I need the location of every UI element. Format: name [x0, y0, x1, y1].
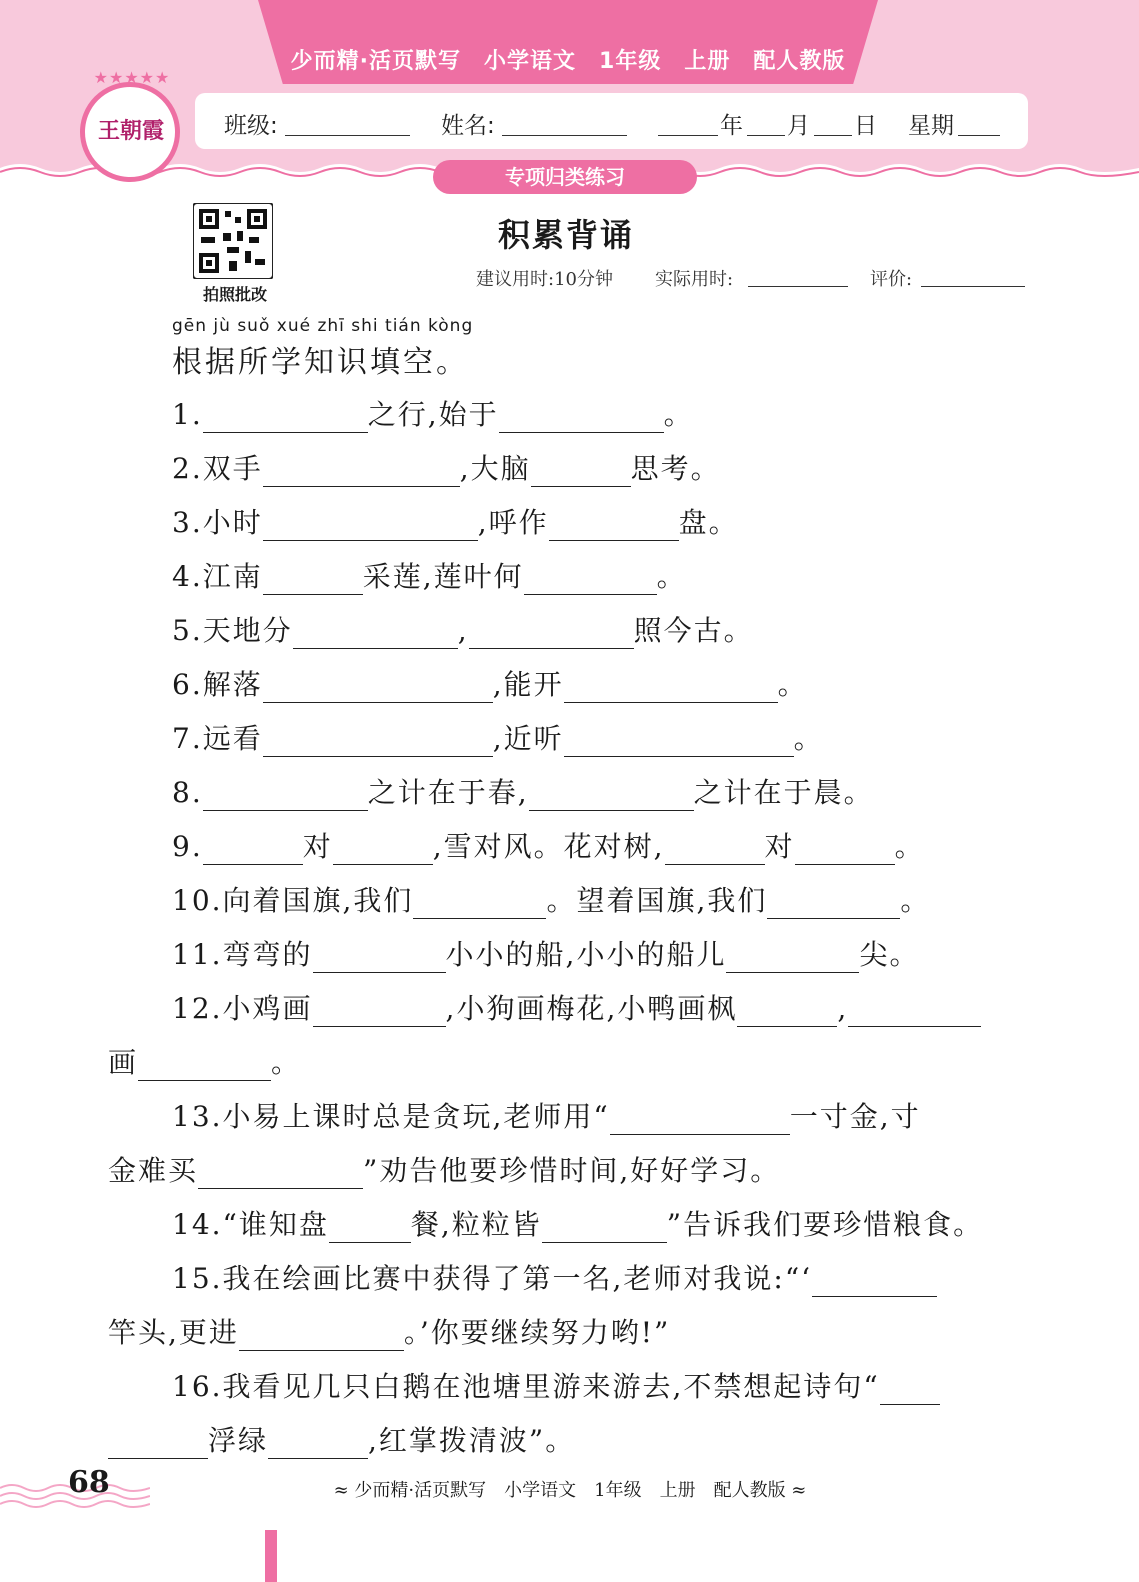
question-text: 画	[108, 1046, 139, 1079]
question-text: 之计在于春,	[367, 776, 529, 809]
question-text: ,	[837, 992, 849, 1025]
question-text: 小小的船,小小的船儿	[445, 938, 727, 971]
question-text: ,	[457, 614, 469, 647]
answer-blank[interactable]	[293, 620, 458, 649]
question-text: 。	[777, 668, 808, 701]
question-5	[172, 609, 754, 649]
question-4	[172, 555, 687, 595]
answer-blank[interactable]	[263, 566, 363, 595]
year-label: 年	[720, 113, 743, 139]
class-blank[interactable]	[285, 135, 410, 136]
question-number: 8.	[172, 776, 203, 809]
question-11	[172, 933, 919, 973]
answer-blank[interactable]	[542, 1214, 667, 1243]
qr-code-icon[interactable]	[193, 203, 273, 279]
answer-blank[interactable]	[524, 566, 657, 595]
question-text: 我看见几只白鹅在池塘里游来游去,不禁想起诗句“	[222, 1370, 880, 1403]
question-text: 向着国旗,我们	[222, 884, 414, 917]
answer-blank[interactable]	[848, 998, 981, 1027]
answer-blank[interactable]	[737, 998, 837, 1027]
question-number: 2.	[172, 452, 203, 485]
question-text: 。’你要继续努力哟!”	[403, 1316, 671, 1349]
answer-blank[interactable]	[313, 944, 446, 973]
question-text: 之计在于晨。	[693, 776, 874, 809]
question-number: 10.	[172, 884, 223, 917]
question-text: ,近听	[492, 722, 564, 755]
answer-blank[interactable]	[203, 782, 368, 811]
class-label: 班级:	[224, 113, 278, 139]
question-text: 天地分	[202, 614, 293, 647]
question-text: 盘。	[678, 506, 739, 539]
question-13-cont	[108, 1149, 780, 1189]
answer-blank[interactable]	[795, 836, 895, 865]
answer-blank[interactable]	[138, 1052, 271, 1081]
question-text: 。	[894, 830, 925, 863]
question-number: 12.	[172, 992, 223, 1025]
section-tag: 专项归类练习	[433, 160, 697, 194]
question-text: 尖。	[859, 938, 920, 971]
question-9	[172, 825, 925, 865]
rating-label: 评价:	[870, 269, 913, 290]
question-text: ,能开	[492, 668, 564, 701]
question-13	[172, 1095, 921, 1135]
footer-text: ≈ 少而精·活页默写 小学语文 1年级 上册 配人教版 ≈	[333, 1480, 807, 1501]
page-title: 积累背诵	[497, 216, 634, 254]
question-12	[172, 987, 981, 1027]
answer-blank[interactable]	[531, 458, 631, 487]
question-text: 金难买	[108, 1154, 199, 1187]
question-text: 一寸金,寸	[789, 1100, 921, 1133]
question-text: 。	[271, 1046, 302, 1079]
year-blank[interactable]	[658, 135, 718, 136]
question-text: ,呼作	[477, 506, 549, 539]
qr-label: 拍照批改	[202, 285, 267, 304]
answer-blank[interactable]	[469, 620, 634, 649]
question-14	[172, 1203, 983, 1243]
question-text: 。	[663, 398, 694, 431]
question-text: 小时	[202, 506, 263, 539]
question-text: ,红掌拨清波”。	[368, 1424, 576, 1457]
question-number: 16.	[172, 1370, 223, 1403]
answer-blank[interactable]	[726, 944, 859, 973]
question-number: 5.	[172, 614, 203, 647]
month-label: 月	[787, 113, 810, 139]
question-text: “谁知盘	[222, 1208, 329, 1241]
question-number: 6.	[172, 668, 203, 701]
answer-blank[interactable]	[263, 728, 493, 757]
question-10	[172, 879, 930, 919]
question-text: 。	[793, 722, 824, 755]
answer-blank[interactable]	[313, 998, 446, 1027]
question-text: 。望着国旗,我们	[546, 884, 768, 917]
day-label: 日	[854, 113, 877, 139]
name-label: 姓名:	[441, 113, 495, 139]
question-6	[172, 663, 808, 703]
question-text: 弯弯的	[222, 938, 313, 971]
question-16	[172, 1365, 940, 1405]
question-number: 13.	[172, 1100, 223, 1133]
question-text: 。	[656, 560, 687, 593]
logo-name: 王朝霞	[97, 118, 164, 144]
question-number: 7.	[172, 722, 203, 755]
question-15	[172, 1257, 937, 1297]
answer-blank[interactable]	[499, 404, 664, 433]
day-blank[interactable]	[814, 135, 852, 136]
answer-blank[interactable]	[198, 1160, 363, 1189]
answer-blank[interactable]	[108, 1430, 208, 1459]
header-banner-text: 少而精·活页默写 小学语文 1年级 上册 配人教版	[290, 49, 846, 74]
question-15-cont	[108, 1311, 670, 1351]
week-label: 星期	[908, 113, 954, 139]
month-blank[interactable]	[747, 135, 785, 136]
question-text: ”劝告他要珍惜时间,好好学习。	[363, 1154, 781, 1187]
question-text: 对	[764, 830, 795, 863]
question-number: 9.	[172, 830, 203, 863]
answer-blank[interactable]	[549, 512, 679, 541]
question-text: ,雪对风。花对树,	[432, 830, 665, 863]
answer-blank[interactable]	[564, 728, 794, 757]
answer-blank[interactable]	[329, 1214, 411, 1243]
question-text: 我在绘画比赛中获得了第一名,老师对我说:“‘	[222, 1262, 813, 1295]
answer-blank[interactable]	[203, 836, 303, 865]
answer-blank[interactable]	[263, 512, 478, 541]
week-blank[interactable]	[958, 135, 1000, 136]
footer-bar	[265, 1530, 277, 1582]
answer-blank[interactable]	[203, 404, 368, 433]
rating-blank[interactable]	[921, 286, 1025, 287]
question-text: 餐,粒粒皆	[410, 1208, 542, 1241]
answer-blank[interactable]	[263, 674, 493, 703]
question-text: 小鸡画	[222, 992, 313, 1025]
answer-blank[interactable]	[880, 1376, 940, 1405]
question-text: 。	[900, 884, 931, 917]
question-text: 远看	[202, 722, 263, 755]
question-text: 浮绿	[208, 1424, 269, 1457]
question-text: 解落	[202, 668, 263, 701]
question-number: 11.	[172, 938, 223, 971]
actual-time-label: 实际用时:	[655, 269, 734, 290]
question-text: ,小狗画梅花,小鸭画枫	[445, 992, 738, 1025]
answer-blank[interactable]	[665, 836, 765, 865]
page-number: 68	[68, 1465, 110, 1500]
answer-blank[interactable]	[239, 1322, 404, 1351]
question-2	[172, 447, 721, 487]
answer-blank[interactable]	[413, 890, 546, 919]
instruction: 根据所学知识填空。	[172, 345, 469, 380]
student-info-box	[195, 93, 1028, 149]
answer-blank[interactable]	[268, 1430, 368, 1459]
question-16-cont	[108, 1419, 575, 1459]
question-3	[172, 501, 739, 541]
question-number: 15.	[172, 1262, 223, 1295]
question-number: 4.	[172, 560, 203, 593]
question-number: 14.	[172, 1208, 223, 1241]
question-text: 竿头,更进	[108, 1316, 239, 1349]
question-text: 采莲,莲叶何	[362, 560, 524, 593]
suggested-time: 建议用时:10分钟	[476, 269, 613, 290]
question-text: 双手	[202, 452, 263, 485]
actual-time-blank[interactable]	[748, 286, 848, 287]
answer-blank[interactable]	[333, 836, 433, 865]
answer-blank[interactable]	[529, 782, 694, 811]
question-number: 3.	[172, 506, 203, 539]
answer-blank[interactable]	[610, 1106, 790, 1135]
question-text: 小易上课时总是贪玩,老师用“	[222, 1100, 610, 1133]
answer-blank[interactable]	[767, 890, 900, 919]
question-number: 1.	[172, 398, 203, 431]
answer-blank[interactable]	[812, 1268, 937, 1297]
instruction-pinyin: gēn jù suǒ xué zhī shi tián kòng	[172, 316, 474, 336]
question-text: ,大脑	[459, 452, 531, 485]
question-text: 照今古。	[633, 614, 754, 647]
name-blank[interactable]	[502, 135, 627, 136]
question-7	[172, 717, 824, 757]
question-1	[172, 393, 694, 433]
answer-blank[interactable]	[564, 674, 778, 703]
star-icons: ★★★★★	[93, 68, 171, 87]
question-text: 对	[302, 830, 333, 863]
question-text: 江南	[202, 560, 263, 593]
answer-blank[interactable]	[263, 458, 460, 487]
question-12-cont	[108, 1041, 301, 1081]
brand-logo	[80, 68, 184, 178]
question-text: 之行,始于	[367, 398, 499, 431]
question-text: ”告诉我们要珍惜粮食。	[666, 1208, 984, 1241]
question-text: 思考。	[630, 452, 721, 485]
question-8	[172, 771, 874, 811]
